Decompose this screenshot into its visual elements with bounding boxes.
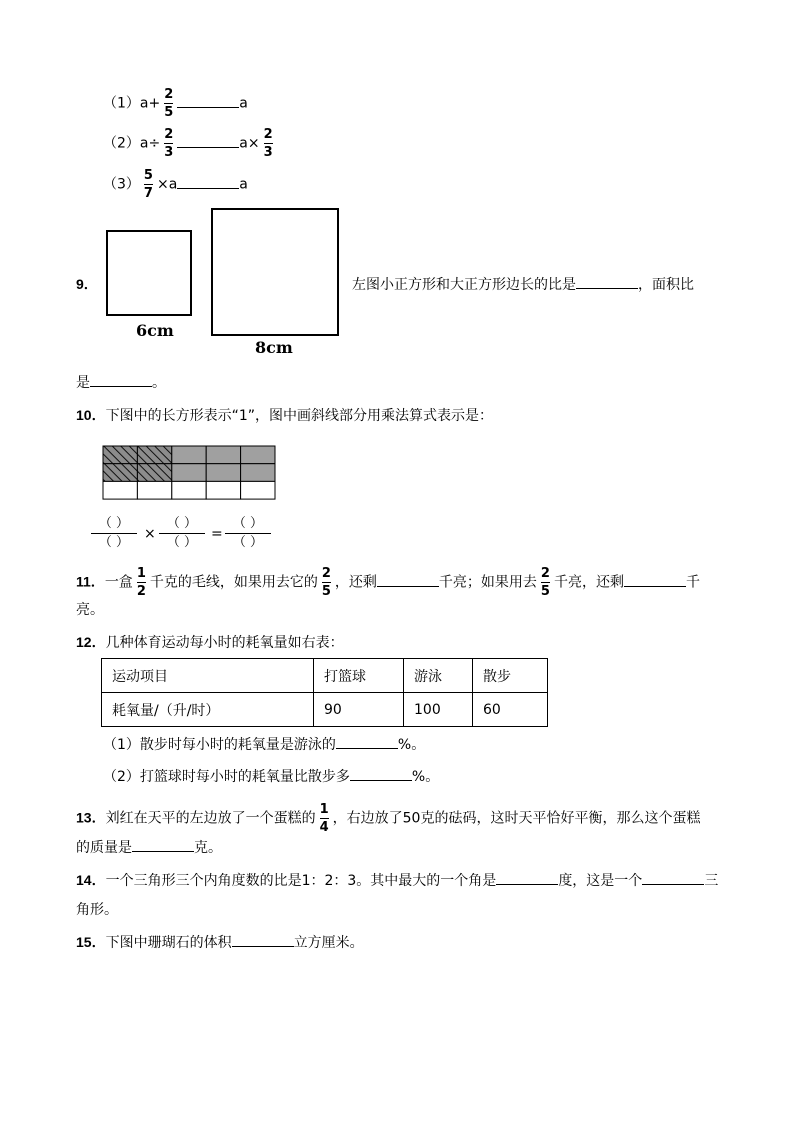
question-number: 15． xyxy=(76,934,106,950)
table-header: 打篮球 xyxy=(314,659,404,693)
fraction: $\frac{2}{5}$ xyxy=(540,566,550,599)
fraction: $\frac{1}{2}$ xyxy=(136,566,146,599)
fraction: $\frac{1}{4}$ xyxy=(319,802,329,835)
q11-text-line2: 亮。 xyxy=(76,602,104,618)
q14-text-line2: 角形。 xyxy=(76,902,118,918)
answer-blank[interactable] xyxy=(132,837,194,852)
q10-text: 10．下图中的长方形表示“1”，图中画斜线部分用乘法算式表示是： xyxy=(76,407,493,424)
table-cell: 60 xyxy=(473,693,548,727)
fraction: $\frac{2}{5}$ xyxy=(164,87,174,120)
fraction: $\frac{2}{5}$ xyxy=(321,566,331,599)
small-square-label: 6cm xyxy=(136,321,174,340)
table-header: 游泳 xyxy=(404,659,473,693)
empty-cell xyxy=(206,481,240,499)
hatched-cell xyxy=(103,464,137,482)
fraction: $\frac{2}{3}$ xyxy=(164,127,174,160)
shaded-cell xyxy=(241,464,275,482)
q14-text: 14．一个三角形三个内角度数的比是1：2：3。其中最大的一个角是 度，这是一个 三 xyxy=(76,872,719,889)
q11-text: 11．一盒 $\frac{1}{2}$ 千克的毛线，如果用去它的 $\frac{2}{5}$ ，还剩 千亮；如果用去 $\frac{2}{5}$ 千亮，还剩 千 xyxy=(76,566,700,599)
answer-blank[interactable] xyxy=(177,174,239,189)
answer-blank[interactable] xyxy=(336,734,398,749)
large-square xyxy=(211,208,339,336)
table-header: 散步 xyxy=(473,659,548,693)
hatched-cell xyxy=(137,464,171,482)
answer-blank[interactable] xyxy=(624,572,686,587)
answer-blank[interactable] xyxy=(350,766,412,781)
table-cell: 90 xyxy=(314,693,404,727)
q8-item-2: （2）a÷ $\frac{2}{3}$ a× $\frac{2}{3}$ xyxy=(103,127,273,160)
hatched-cell xyxy=(137,446,171,464)
fraction: $\frac{5}{7}$ xyxy=(143,168,153,201)
question-number: 10． xyxy=(76,407,106,423)
q9-text-line2: 是 。 xyxy=(76,372,166,393)
q12-sub-1: （1）散步时每小时的耗氧量是游泳的 %。 xyxy=(103,734,425,755)
shaded-cell xyxy=(241,446,275,464)
question-number: 9． xyxy=(76,276,98,292)
q12-text: 12．几种体育运动每小时的耗氧量如右表： xyxy=(76,634,344,651)
fraction: $\frac{2}{3}$ xyxy=(263,127,273,160)
empty-cell xyxy=(103,481,137,499)
blank-fraction[interactable]: （ ） （ ） xyxy=(158,515,206,552)
rectangle-grid xyxy=(102,445,278,501)
q13-text: 13．刘红在天平的左边放了一个蛋糕的 $\frac{1}{4}$ ，右边放了50克的砝码，这时天平恰好平衡，那么这个蛋糕 xyxy=(76,802,701,835)
answer-blank[interactable] xyxy=(576,274,638,289)
q15-text: 15．下图中珊瑚石的体积 立方厘米。 xyxy=(76,934,364,951)
table-row xyxy=(102,693,548,727)
question-number: 12． xyxy=(76,634,106,650)
q8-item-3: （3） $\frac{5}{7}$ ×a a xyxy=(103,168,248,201)
blank-fraction[interactable]: （ ） （ ） xyxy=(224,515,272,552)
shaded-cell xyxy=(206,464,240,482)
q12-sub-2: （2）打篮球时每小时的耗氧量比散步多 %。 xyxy=(103,766,439,787)
answer-blank[interactable] xyxy=(496,870,558,885)
table-cell: 耗氧量/（升/时） xyxy=(102,693,314,727)
hatched-cell xyxy=(103,446,137,464)
answer-blank[interactable] xyxy=(90,372,152,387)
question-number: 14． xyxy=(76,872,106,888)
answer-blank[interactable] xyxy=(232,932,294,947)
answer-blank[interactable] xyxy=(642,870,704,885)
answer-blank[interactable] xyxy=(177,93,239,108)
empty-cell xyxy=(241,481,275,499)
blank-fraction[interactable]: （ ） （ ） xyxy=(90,515,138,552)
large-square-label: 8cm xyxy=(255,338,293,357)
equals-sign: = xyxy=(211,526,223,542)
small-square xyxy=(106,230,192,316)
shaded-cell xyxy=(172,464,206,482)
shaded-cell xyxy=(206,446,240,464)
answer-blank[interactable] xyxy=(177,133,239,148)
table-header: 运动项目 xyxy=(102,659,314,693)
oxygen-table xyxy=(101,658,548,727)
shaded-cell xyxy=(172,446,206,464)
empty-cell xyxy=(172,481,206,499)
table-cell: 100 xyxy=(404,693,473,727)
q9-text: 左图小正方形和大正方形边长的比是 ，面积比 xyxy=(352,274,694,295)
question-number: 13． xyxy=(76,809,106,826)
times-sign: × xyxy=(144,526,156,542)
empty-cell xyxy=(137,481,171,499)
question-number: 11． xyxy=(76,573,105,590)
q13-text-line2: 的质量是 克。 xyxy=(76,837,222,858)
answer-blank[interactable] xyxy=(377,572,439,587)
q8-item-1: （1）a+ $\frac{2}{5}$ a xyxy=(103,87,248,120)
table-header-row xyxy=(102,659,548,693)
